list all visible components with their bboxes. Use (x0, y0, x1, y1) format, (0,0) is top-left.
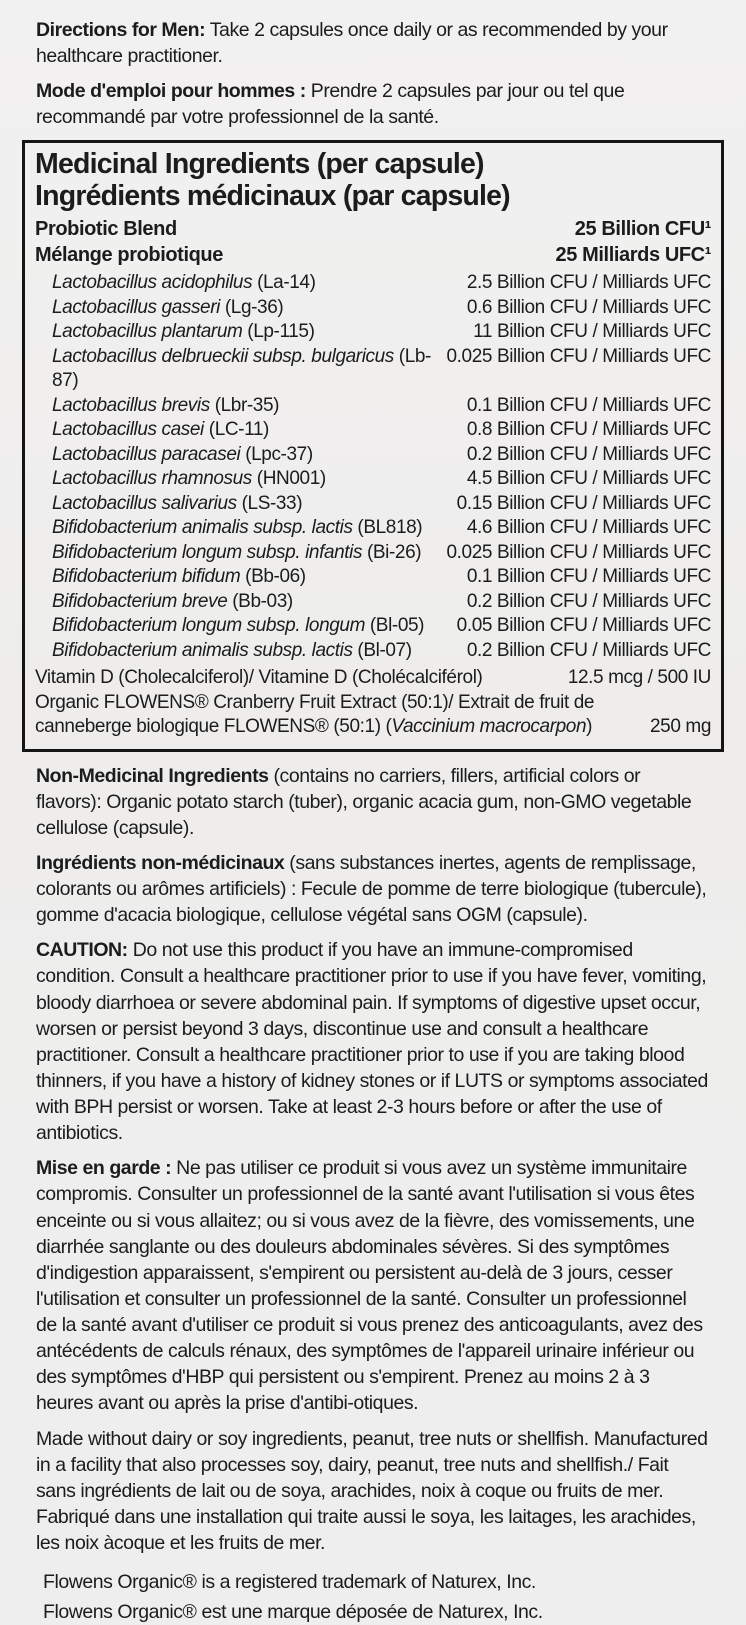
panel-title-en: Medicinal Ingredients (per capsule) (35, 147, 484, 180)
strain-name-group (52, 516, 422, 541)
strain-amount: 11 Billion CFU / Milliards UFC (473, 321, 711, 343)
strain-latin-name: Lactobacillus casei (52, 419, 204, 441)
strain-row (33, 271, 711, 296)
strain-name-group (52, 296, 283, 321)
directions-fr (36, 78, 710, 130)
strain-latin-name: Lactobacillus plantarum (52, 321, 243, 343)
strain-latin-name: Lactobacillus delbrueckii subsp. bulgaricus (52, 345, 394, 367)
strain-amount: 0.1 Billion CFU / Milliards UFC (466, 394, 711, 416)
strain-amount: 0.2 Billion CFU / Milliards UFC (466, 443, 711, 465)
strain-latin-name: Lactobacillus rhamnosus (52, 468, 252, 490)
strain-row (33, 418, 711, 443)
strain-amount: 4.6 Billion CFU / Milliards UFC (466, 517, 711, 539)
strain-latin-name: Bifidobacterium bifidum (52, 566, 241, 588)
non-medicinal-fr-text: (sans substances inertes, agents de remplissage, colorants ou arômes artificiels) : Fecule de pomme de terre biologique (tubercule), gomme d'acacia biologique, cellulose végétal sans OGM (capsule). (36, 851, 707, 927)
directions-en (36, 17, 710, 69)
strain-latin-name: Bifidobacterium animalis subsp. lactis (52, 517, 353, 539)
blend-label-fr: Mélange probiotique (35, 243, 223, 266)
vitamin-d-row (33, 666, 711, 691)
non-medicinal-en (36, 763, 710, 841)
strain-amount: 0.8 Billion CFU / Milliards UFC (466, 419, 711, 441)
strain-code: (Lg-36) (219, 296, 284, 318)
vitamin-d-amount: 12.5 mcg / 500 IU (567, 667, 711, 689)
strain-name-group (52, 565, 306, 590)
caution-fr-text: Ne pas utiliser ce produit si vous avez un système immunitaire compromis. Consulter un professionnel de la santé avant l'utilisation si vous êtes enceinte ou si vous allaitez; ou si vous avez de la fièvre, des vomissements, une diarrhée sanglante ou des douleurs abdominales sévères. Si des symptômes d'indigestion apparaissent, s'empirent ou persistent au-delà de 3 jours, cesser l'utilisation et consulter un professionnel de la santé. Consulter un professionnel de la santé avant d'utiliser ce produit si vous prenez des anticoagulants, avez des antécédents de calculs rénaux, des symptômes de l'appareil urinaire inférieur ou des symptômes d'HBP qui persistent ou s'empirent. Prenez au moins 2 à 3 heures avant ou après la prise d'antibi-otiques. (36, 1157, 703, 1415)
caution-en-text: Do not use this product if you have an immune-compromised condition. Consult a healthcare practitioner prior to use if you have fever, vomiting, bloody diarrhoea or severe abdominal pain. If symptoms of digestive upset occur, worsen or persist beyond 3 days, discontinue use and consult a healthcare practitioner. Consult a healthcare practitioner prior to use if you are taking blood thinners, if you have a history of kidney stones or if LUTS or symptoms associated with BPH persist or worsen. Take at least 2-3 hours before or after the use of antibiotics. (36, 939, 708, 1145)
strain-row (33, 565, 711, 590)
non-medicinal-fr (36, 850, 710, 928)
strain-code: (La-14) (252, 272, 316, 294)
cranberry-label-text: Organic FLOWENS® Cranberry Fruit Extract (50:1)/ Extrait de fruit de canneberge biologique FLOWENS® (50:1) ( (35, 691, 595, 738)
strain-name-group (52, 443, 313, 468)
strain-row (33, 541, 711, 566)
medicinal-ingredients-panel (22, 140, 724, 752)
strain-amount: 0.1 Billion CFU / Milliards UFC (466, 566, 711, 588)
strain-amount: 0.6 Billion CFU / Milliards UFC (466, 296, 711, 318)
blend-amount-fr: 25 Milliards UFC¹ (555, 243, 711, 266)
cranberry-label-close: ) (586, 716, 593, 738)
vitamin-d-label: Vitamin D (Cholecalciferol)/ Vitamine D (Cholécalciférol) (35, 667, 483, 689)
directions-en-text: Take 2 capsules once daily or as recommended by your healthcare practitioner. (36, 19, 668, 68)
strain-latin-name: Lactobacillus salivarius (52, 492, 237, 514)
trademark-en: Flowens Organic® is a registered trademark of Naturex, Inc. (43, 1571, 536, 1594)
strain-amount: 0.05 Billion CFU / Milliards UFC (456, 615, 711, 637)
strain-latin-name: Lactobacillus paracasei (52, 443, 241, 465)
strain-row (33, 516, 711, 541)
strain-amount: 0.2 Billion CFU / Milliards UFC (466, 639, 711, 661)
caution-en (36, 937, 710, 1146)
strain-row (33, 614, 711, 639)
cranberry-label (35, 691, 595, 740)
strain-code: (Lb-87) (52, 345, 431, 392)
strain-latin-name: Bifidobacterium longum subsp. longum (52, 615, 365, 637)
strain-row (33, 590, 711, 615)
strain-amount: 0.025 Billion CFU / Milliards UFC (446, 541, 711, 563)
directions-en-label: Directions for Men: (36, 19, 206, 41)
strain-code: (Bb-06) (240, 566, 306, 588)
strain-row (33, 443, 711, 468)
allergen-statement: Made without dairy or soy ingredients, peanut, tree nuts or shellfish. Manufactured in a facility that also processes soy, dairy, peanut, tree nuts and shellfish./ Fait sans ingrédients de lait ou de soya, arachides, noix à coque ou fruits de mer. Fabriqué dans une installation qui traite aussi le soya, les laitages, les arachides, les noix àcoque et les fruits de mer. (36, 1427, 708, 1555)
strain-code: (LS-33) (236, 492, 303, 514)
strain-list (33, 271, 711, 663)
strain-code: (Bl-07) (352, 639, 412, 661)
non-medicinal-en-text: (contains no carriers, fillers, artificial colors or flavors): Organic potato starch (tuber), organic acacia gum, non-GMO vegetable cellulose (capsule). (36, 764, 692, 839)
strain-row (33, 639, 711, 664)
strain-row (33, 467, 711, 492)
strain-row (33, 345, 711, 394)
strain-code: (BL818) (352, 517, 423, 539)
blend-amount-en: 25 Billion CFU¹ (574, 217, 711, 240)
strain-name-group (52, 271, 316, 296)
caution-en-label: CAUTION: (36, 939, 128, 962)
strain-row (33, 394, 711, 419)
strain-code: (Lbr-35) (209, 394, 280, 416)
strain-name-group (52, 541, 421, 566)
strain-name-group (52, 614, 424, 639)
strain-amount: 2.5 Billion CFU / Milliards UFC (466, 272, 711, 294)
panel-title-fr: Ingrédients médicinaux (par capsule) (35, 179, 510, 212)
probiotic-blend-row-en (33, 217, 711, 243)
strain-amount: 0.15 Billion CFU / Milliards UFC (456, 492, 711, 514)
blend-label-en: Probiotic Blend (35, 217, 177, 240)
strain-code: (Bi-26) (362, 541, 422, 563)
cranberry-latin-name: Vaccinium macrocarpon (391, 716, 587, 738)
strain-latin-name: Bifidobacterium animalis subsp. lactis (52, 639, 353, 661)
strain-name-group (52, 320, 315, 345)
strain-latin-name: Lactobacillus gasseri (52, 296, 220, 318)
caution-fr-label: Mise en garde : (36, 1157, 172, 1180)
strain-latin-name: Bifidobacterium longum subsp. infantis (52, 541, 363, 563)
strain-amount: 0.2 Billion CFU / Milliards UFC (466, 590, 711, 612)
strain-row (33, 296, 711, 321)
strain-name-group (52, 394, 279, 419)
cranberry-amount: 250 mg (650, 716, 711, 738)
directions-fr-text: Prendre 2 capsules par jour ou tel que recommandé par votre professionnel de la santé. (36, 80, 625, 129)
strain-name-group (52, 590, 293, 615)
probiotic-blend-row-fr (33, 243, 711, 269)
strain-name-group (52, 492, 302, 517)
trademark-fr: Flowens Organic® est une marque déposée de Naturex, Inc. (43, 1601, 543, 1624)
strain-code: (Bb-03) (227, 590, 293, 612)
strain-code: (LC-11) (203, 419, 269, 441)
strain-amount: 4.5 Billion CFU / Milliards UFC (466, 468, 711, 490)
strain-name-group (52, 467, 326, 492)
strain-name-group (52, 639, 412, 664)
non-medicinal-fr-label: Ingrédients non-médicinaux (36, 851, 285, 874)
strain-name-group (52, 418, 269, 443)
non-medicinal-en-label: Non-Medicinal Ingredients (36, 764, 269, 787)
directions-fr-label: Mode d'emploi pour hommes : (36, 80, 306, 103)
strain-row (33, 492, 711, 517)
strain-code: (Lpc-37) (240, 443, 313, 465)
trademark-block (36, 1569, 710, 1625)
strain-code: (Bl-05) (365, 615, 425, 637)
strain-amount: 0.025 Billion CFU / Milliards UFC (446, 345, 711, 367)
strain-code: (Lp-115) (242, 321, 315, 343)
strain-code: (HN001) (251, 468, 326, 490)
caution-fr (36, 1155, 710, 1416)
strain-name-group (52, 345, 447, 394)
strain-latin-name: Lactobacillus brevis (52, 394, 210, 416)
strain-latin-name: Bifidobacterium breve (52, 590, 228, 612)
strain-row (33, 320, 711, 345)
strain-latin-name: Lactobacillus acidophilus (52, 272, 253, 294)
cranberry-row (33, 691, 711, 740)
